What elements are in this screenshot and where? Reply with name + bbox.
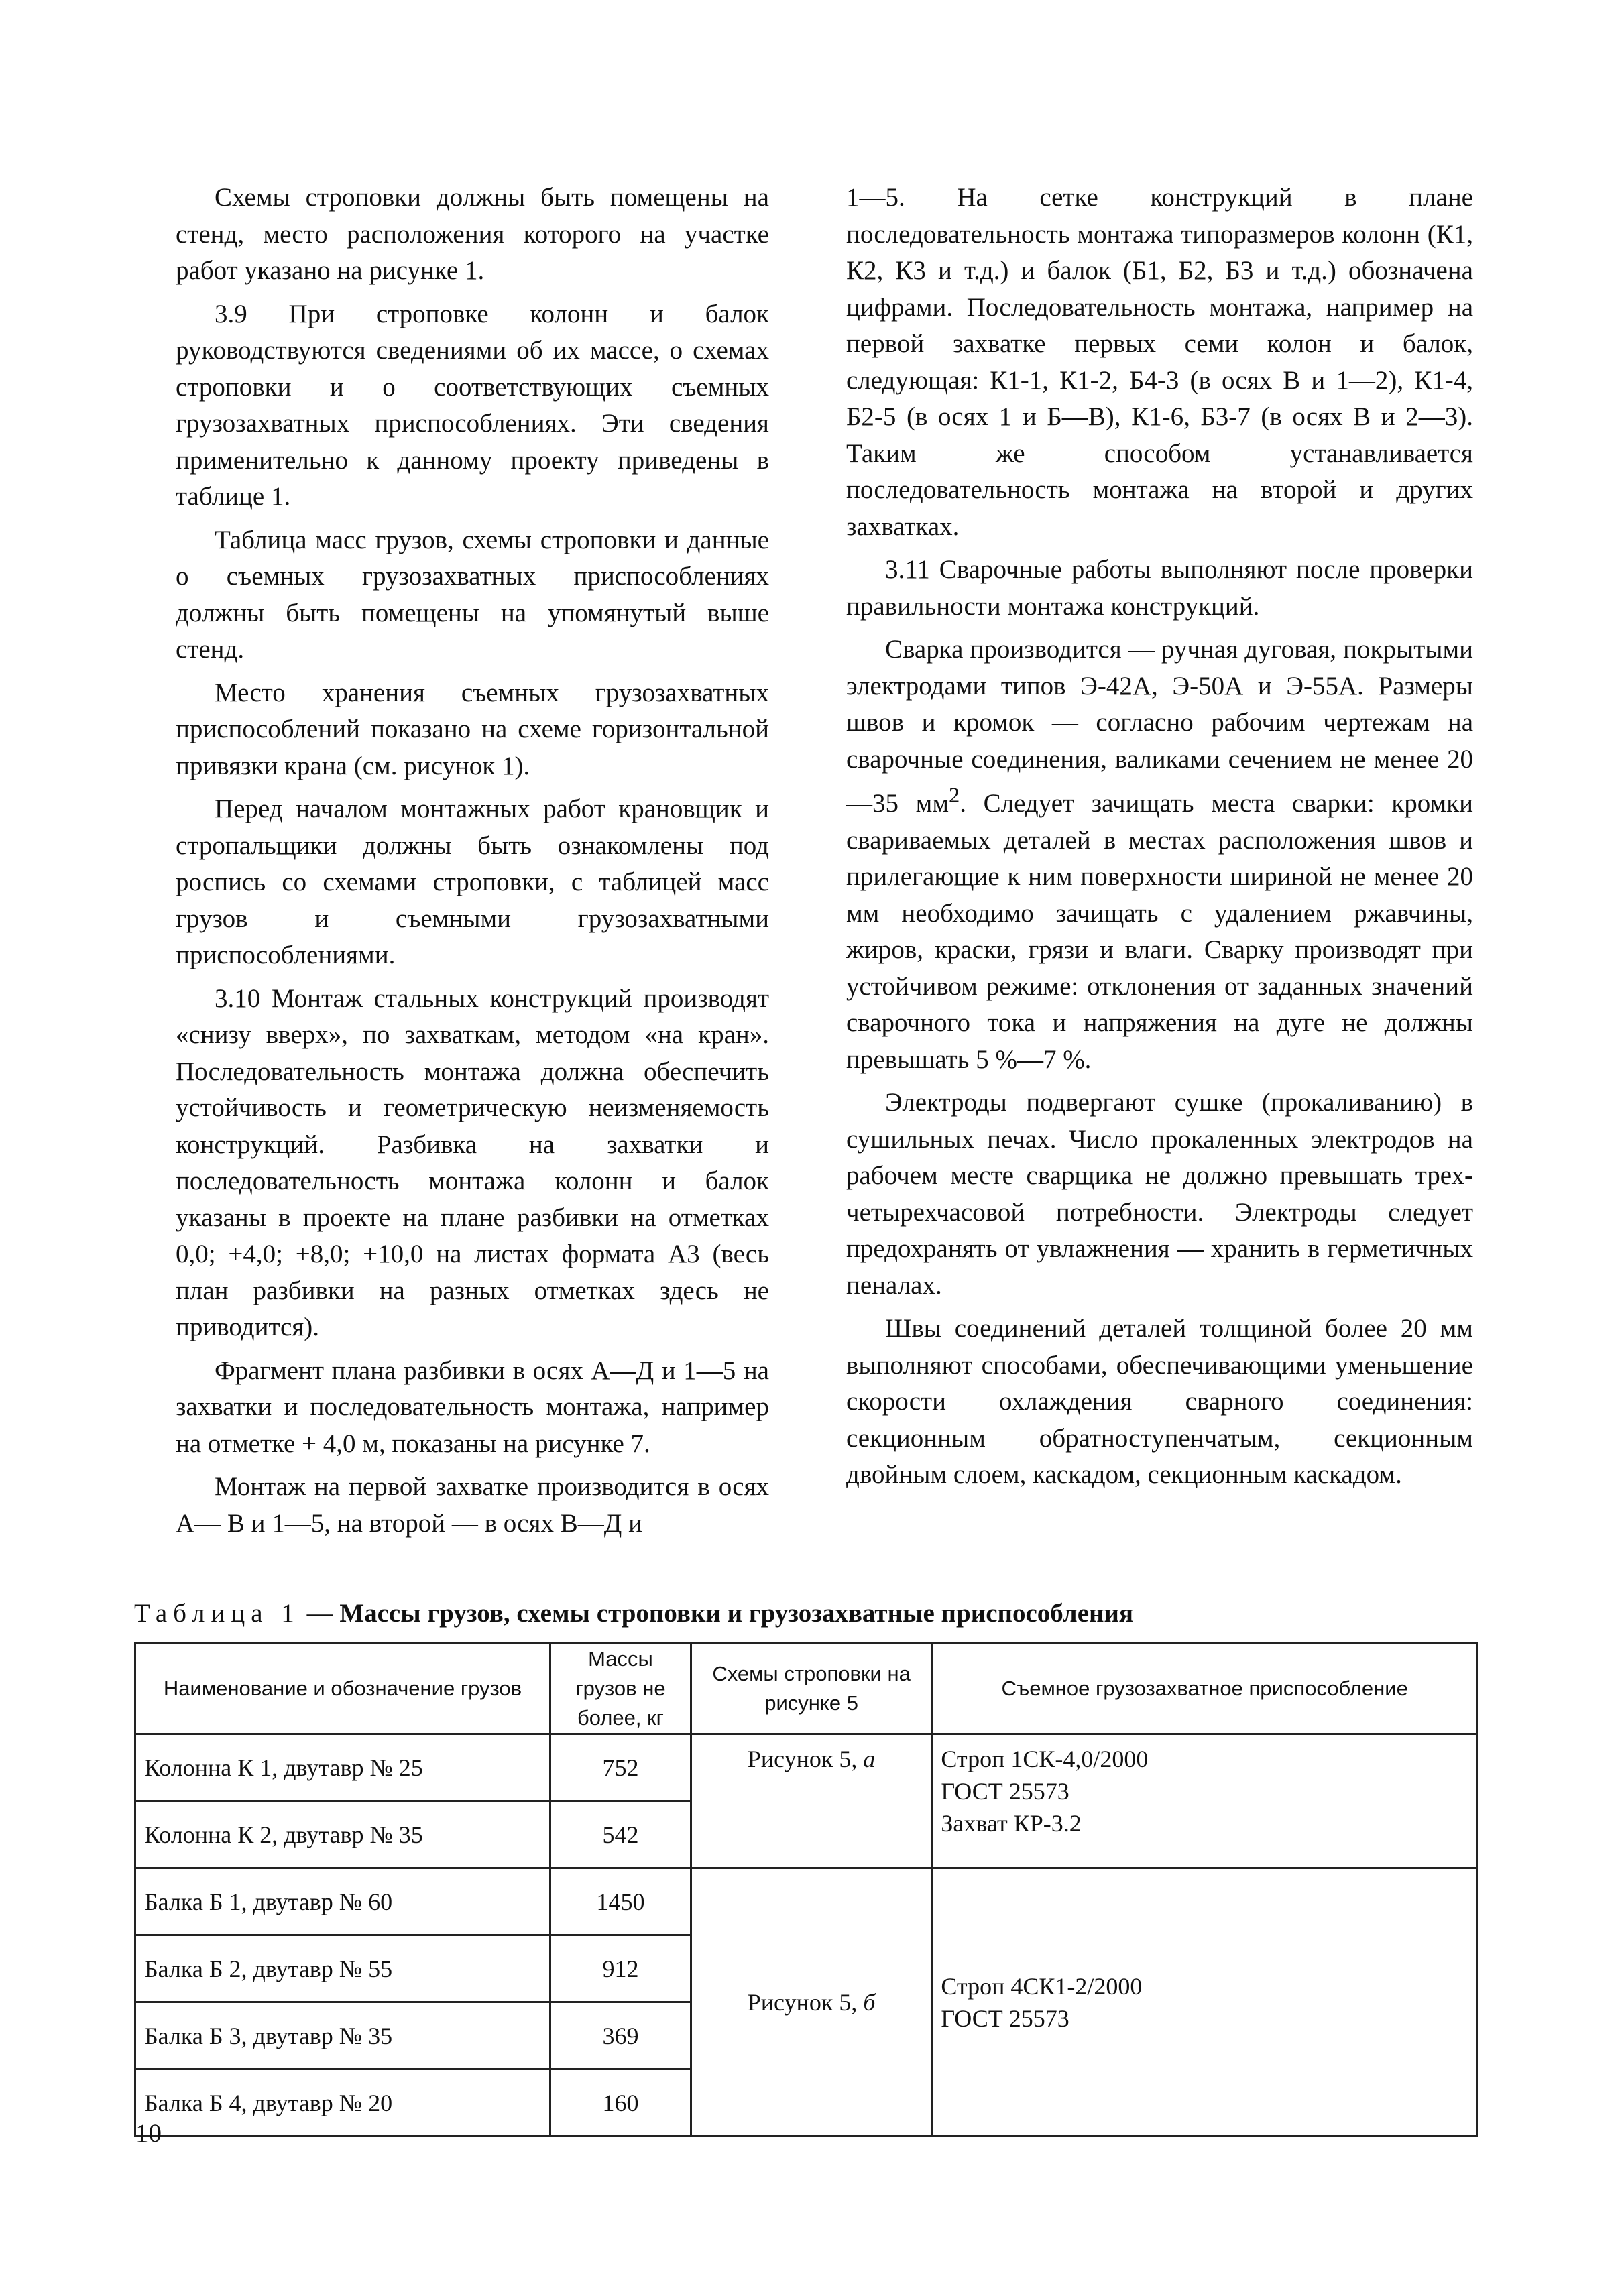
cell-mass: 1450 [550,1868,691,1935]
cell-mass: 752 [550,1734,691,1801]
table-header-row [135,1644,1478,1734]
cell-mass: 160 [550,2069,691,2136]
scheme-text: Рисунок 5, [747,1988,864,2016]
table-caption-title: — Массы грузов, схемы строповки и грузозахватные приспособления [306,1599,1134,1628]
cell-mass: 542 [550,1801,691,1868]
cell-equipment [932,1734,1478,1868]
welding-text-start: Сварка производится — ручная дуговая, покрытыми электродами типов Э-42А, Э-50А и Э-55А. Размеры швов и кромок — согласно рабочим чертежам на сварочные соединения, валиками сечением не менее 20—35 мм [846,635,1473,818]
scheme-letter: б [863,1988,876,2016]
welding-paragraph [846,631,1473,1078]
header-scheme: Схемы строповки на рисунке 5 [691,1644,932,1734]
equipment-line: ГОСТ 25573 [941,2004,1069,2032]
loads-table [134,1642,1478,2137]
superscript: 2 [949,784,960,808]
cell-name: Балка Б 3, двутавр № 35 [135,2002,550,2069]
paragraph: 3.10 Монтаж стальных конструкций производят «снизу вверх», по захваткам, методом «на кран». Последовательность монтажа должна обеспечить устойчивость и геометрическую неизменяемость конструкций. Разбивка на захватки и последовательность монтажа колонн и балок указаны в проекте на плане разбивки на отметках 0,0; +4,0; +8,0; +10,0 на листах формата А3 (весь план разбивки на разных отметках здесь не приводится). [176,983,769,1341]
cell-name: Балка Б 1, двутавр № 60 [135,1868,550,1935]
cell-name: Балка Б 2, двутавр № 55 [135,1935,550,2002]
paragraph: Монтаж на первой захватке производится в осях А— В и 1—5, на второй — в осях В—Д и [176,1472,769,1538]
equipment-line: Строп 1СК-4,0/2000 [941,1746,1149,1772]
scheme-text: Рисунок 5, [747,1746,864,1772]
table-row [135,1868,1478,1935]
paragraph: 3.11 Сварочные работы выполняют после проверки правильности монтажа конструкций. [846,555,1473,621]
equipment-line: ГОСТ 25573 [941,1778,1069,1805]
equipment-line: Строп 4СК1-2/2000 [941,1972,1143,2000]
cell-name: Колонна К 2, двутавр № 35 [135,1801,550,1868]
cell-equipment [932,1868,1478,2136]
paragraph: Швы соединений деталей толщиной более 20 мм выполняют способами, обеспечивающими уменьшение скорости охлаждения сварного соединения: секционным обратноступенчатым, секционным двойным слоем, каскадом, секционным каскадом. [846,1314,1473,1489]
cell-scheme [691,1734,932,1868]
cell-scheme [691,1868,932,2136]
paragraph: Схемы строповки должны быть помещены на стенд, место расположения которого на участке работ указано на рисунке 1. [176,183,769,285]
table-row [135,1734,1478,1801]
paragraph: Электроды подвергают сушке (прокаливанию) в сушильных печах. Число прокаленных электродов на рабочем месте сварщика не должно превышать трех-четырехчасовой потребности. Электроды следует предохранять от увлажнения — хранить в герметичных пеналах. [846,1088,1473,1300]
cell-mass: 912 [550,1935,691,2002]
header-equipment: Съемное грузозахватное приспособление [932,1644,1478,1734]
cell-name: Колонна К 1, двутавр № 25 [135,1734,550,1801]
scheme-letter: а [863,1746,876,1772]
cell-name: Балка Б 4, двутавр № 20 [135,2069,550,2136]
page-number: 10 [135,2119,162,2148]
paragraph-continuation: 1—5. На сетке конструкций в плане последовательность монтажа типоразмеров колонн (К1, К2, К3 и т.д.) и балок (Б1, Б2, Б3 и т.д.) обозначена цифрами. Последовательность монтажа, например на первой захватке первых семи колон и балок, следующая: К1-1, К1-2, Б4-3 (в осях В и 1—2), К1-4, Б2-5 (в осях 1 и Б—В), К1-6, Б3-7 (в осях В и 2—3). Таким же способом устанавливается последовательность монтажа на второй и других захватках. [846,183,1473,541]
paragraph: 3.9 При строповке колонн и балок руководствуются сведениями об их массе, о схемах строповки и о соответствующих съемных грузозахватных приспособлениях. Эти сведения применительно к данному проекту приведены в таблице 1. [176,299,769,511]
header-name: Наименование и обозначение грузов [135,1644,550,1734]
right-text-column [846,180,1473,1500]
table-caption-label: Таблица 1 [134,1599,300,1628]
cell-mass: 369 [550,2002,691,2069]
welding-text-end: . Следует зачищать места сварки: кромки свариваемых деталей в местах расположения швов и прилегающие к ним поверхности шириной не менее 20 мм необходимо зачищать с удалением ржавчины, жиров, краски, грязи и влаги. Сварку производят при устойчивом режиме: отклонения от заданных значений сварочного тока и напряжения на дуге не должны превышать 5 %—7 %. [846,789,1474,1074]
header-mass: Массы грузов не более, кг [550,1644,691,1734]
paragraph: Фрагмент плана разбивки в осях А—Д и 1—5 на захватки и последовательность монтажа, например на отметке + 4,0 м, показаны на рисунке 7. [176,1355,769,1458]
equipment-line: Захват КР-3.2 [941,1810,1082,1837]
table-caption [134,1597,1475,1630]
left-text-column [176,180,769,1549]
paragraph: Место хранения съемных грузозахватных приспособлений показано на схеме горизонтальной привязки крана (см. рисунок 1). [176,678,769,780]
paragraph: Перед началом монтажных работ крановщик и стропальщики должны быть ознакомлены под роспись со схемами строповки, с таблицей масс грузов и съемными грузозахватными приспособлениями. [176,794,769,969]
paragraph: Таблица масс грузов, схемы строповки и данные о съемных грузозахватных приспособлениях должны быть помещены на упомянутый выше стенд. [176,525,769,664]
